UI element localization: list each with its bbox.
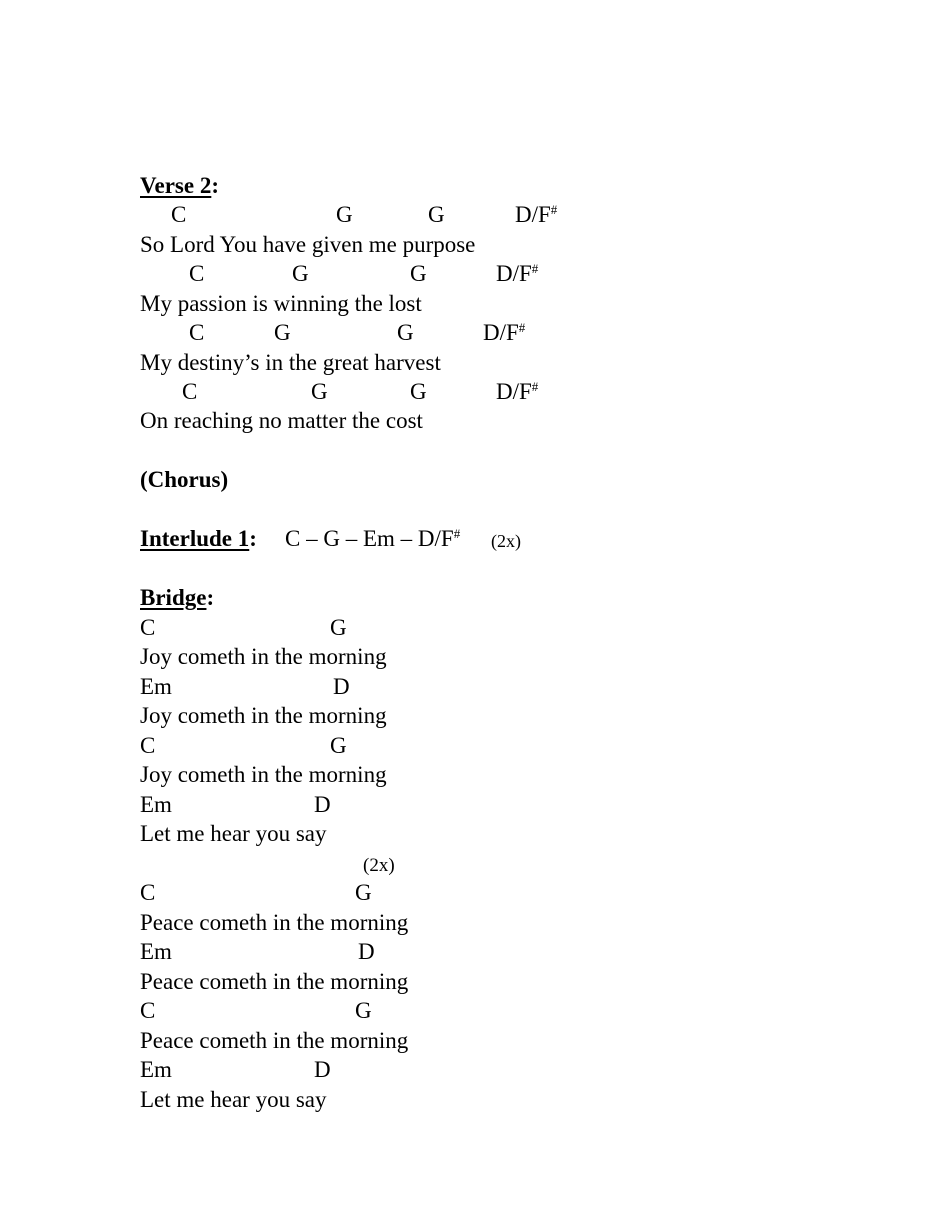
chord: Em: [140, 939, 172, 964]
chord: C: [140, 733, 156, 758]
chord: G: [410, 261, 427, 286]
chord-line: [0, 673, 950, 701]
chord: G: [311, 379, 328, 404]
chord: C: [140, 880, 156, 905]
chord-line: [0, 378, 950, 406]
interlude-heading: Interlude 1:: [140, 526, 257, 551]
chord: G: [330, 733, 347, 758]
chord: D/F#: [496, 379, 539, 404]
chord: C: [140, 998, 156, 1023]
lyric-line: My passion is winning the lost: [140, 291, 422, 316]
chord: Em: [140, 674, 172, 699]
chord-line: [0, 260, 950, 288]
chord: G: [410, 379, 427, 404]
chord: G: [292, 261, 309, 286]
chord-line: [0, 791, 950, 819]
verse-2-heading: Verse 2:: [140, 173, 219, 198]
chord-line: [0, 1056, 950, 1084]
lyric-line: So Lord You have given me purpose: [140, 232, 476, 257]
bridge-repeat-marker: (2x): [363, 855, 395, 876]
interlude-repeat: (2x): [491, 531, 521, 551]
chord: G: [336, 202, 353, 227]
chord: D/F#: [515, 202, 558, 227]
chord-line: [0, 997, 950, 1025]
chord-line: [0, 614, 950, 642]
lyric-line: Peace cometh in the morning: [140, 1028, 409, 1053]
chord: G: [274, 320, 291, 345]
chord-line: [0, 879, 950, 907]
chord: C: [140, 615, 156, 640]
chord-line: [0, 732, 950, 760]
chord: G: [428, 202, 445, 227]
chord: G: [397, 320, 414, 345]
chord: G: [330, 615, 347, 640]
chord-line: [0, 938, 950, 966]
chorus-marker: (Chorus): [140, 467, 229, 492]
chord: D: [358, 939, 375, 964]
lyric-line: Joy cometh in the morning: [140, 762, 387, 787]
lyric-line: My destiny’s in the great harvest: [140, 350, 441, 375]
chord: G: [355, 880, 372, 905]
chord: D: [314, 792, 331, 817]
lyric-line: On reaching no matter the cost: [140, 408, 423, 433]
chord: C: [189, 261, 205, 286]
chord-line: [0, 319, 950, 347]
chord: D: [314, 1057, 331, 1082]
chord: D/F#: [483, 320, 526, 345]
chord: Em: [140, 792, 172, 817]
chord: G: [355, 998, 372, 1023]
chord: D/F#: [496, 261, 539, 286]
chord: C: [189, 320, 205, 345]
chord: C: [182, 379, 198, 404]
chord-line: [0, 201, 950, 229]
lyric-line: Peace cometh in the morning: [140, 969, 409, 994]
interlude-progression: C – G – Em – D/F#: [285, 526, 461, 551]
chord: D: [333, 674, 350, 699]
lyric-line: Let me hear you say: [140, 821, 327, 846]
chord: C: [171, 202, 187, 227]
lyric-line: Let me hear you say: [140, 1087, 327, 1112]
chord: Em: [140, 1057, 172, 1082]
lyric-line: Joy cometh in the morning: [140, 703, 387, 728]
lyric-line: Peace cometh in the morning: [140, 910, 409, 935]
lyric-line: Joy cometh in the morning: [140, 644, 387, 669]
bridge-heading: Bridge:: [140, 585, 215, 610]
